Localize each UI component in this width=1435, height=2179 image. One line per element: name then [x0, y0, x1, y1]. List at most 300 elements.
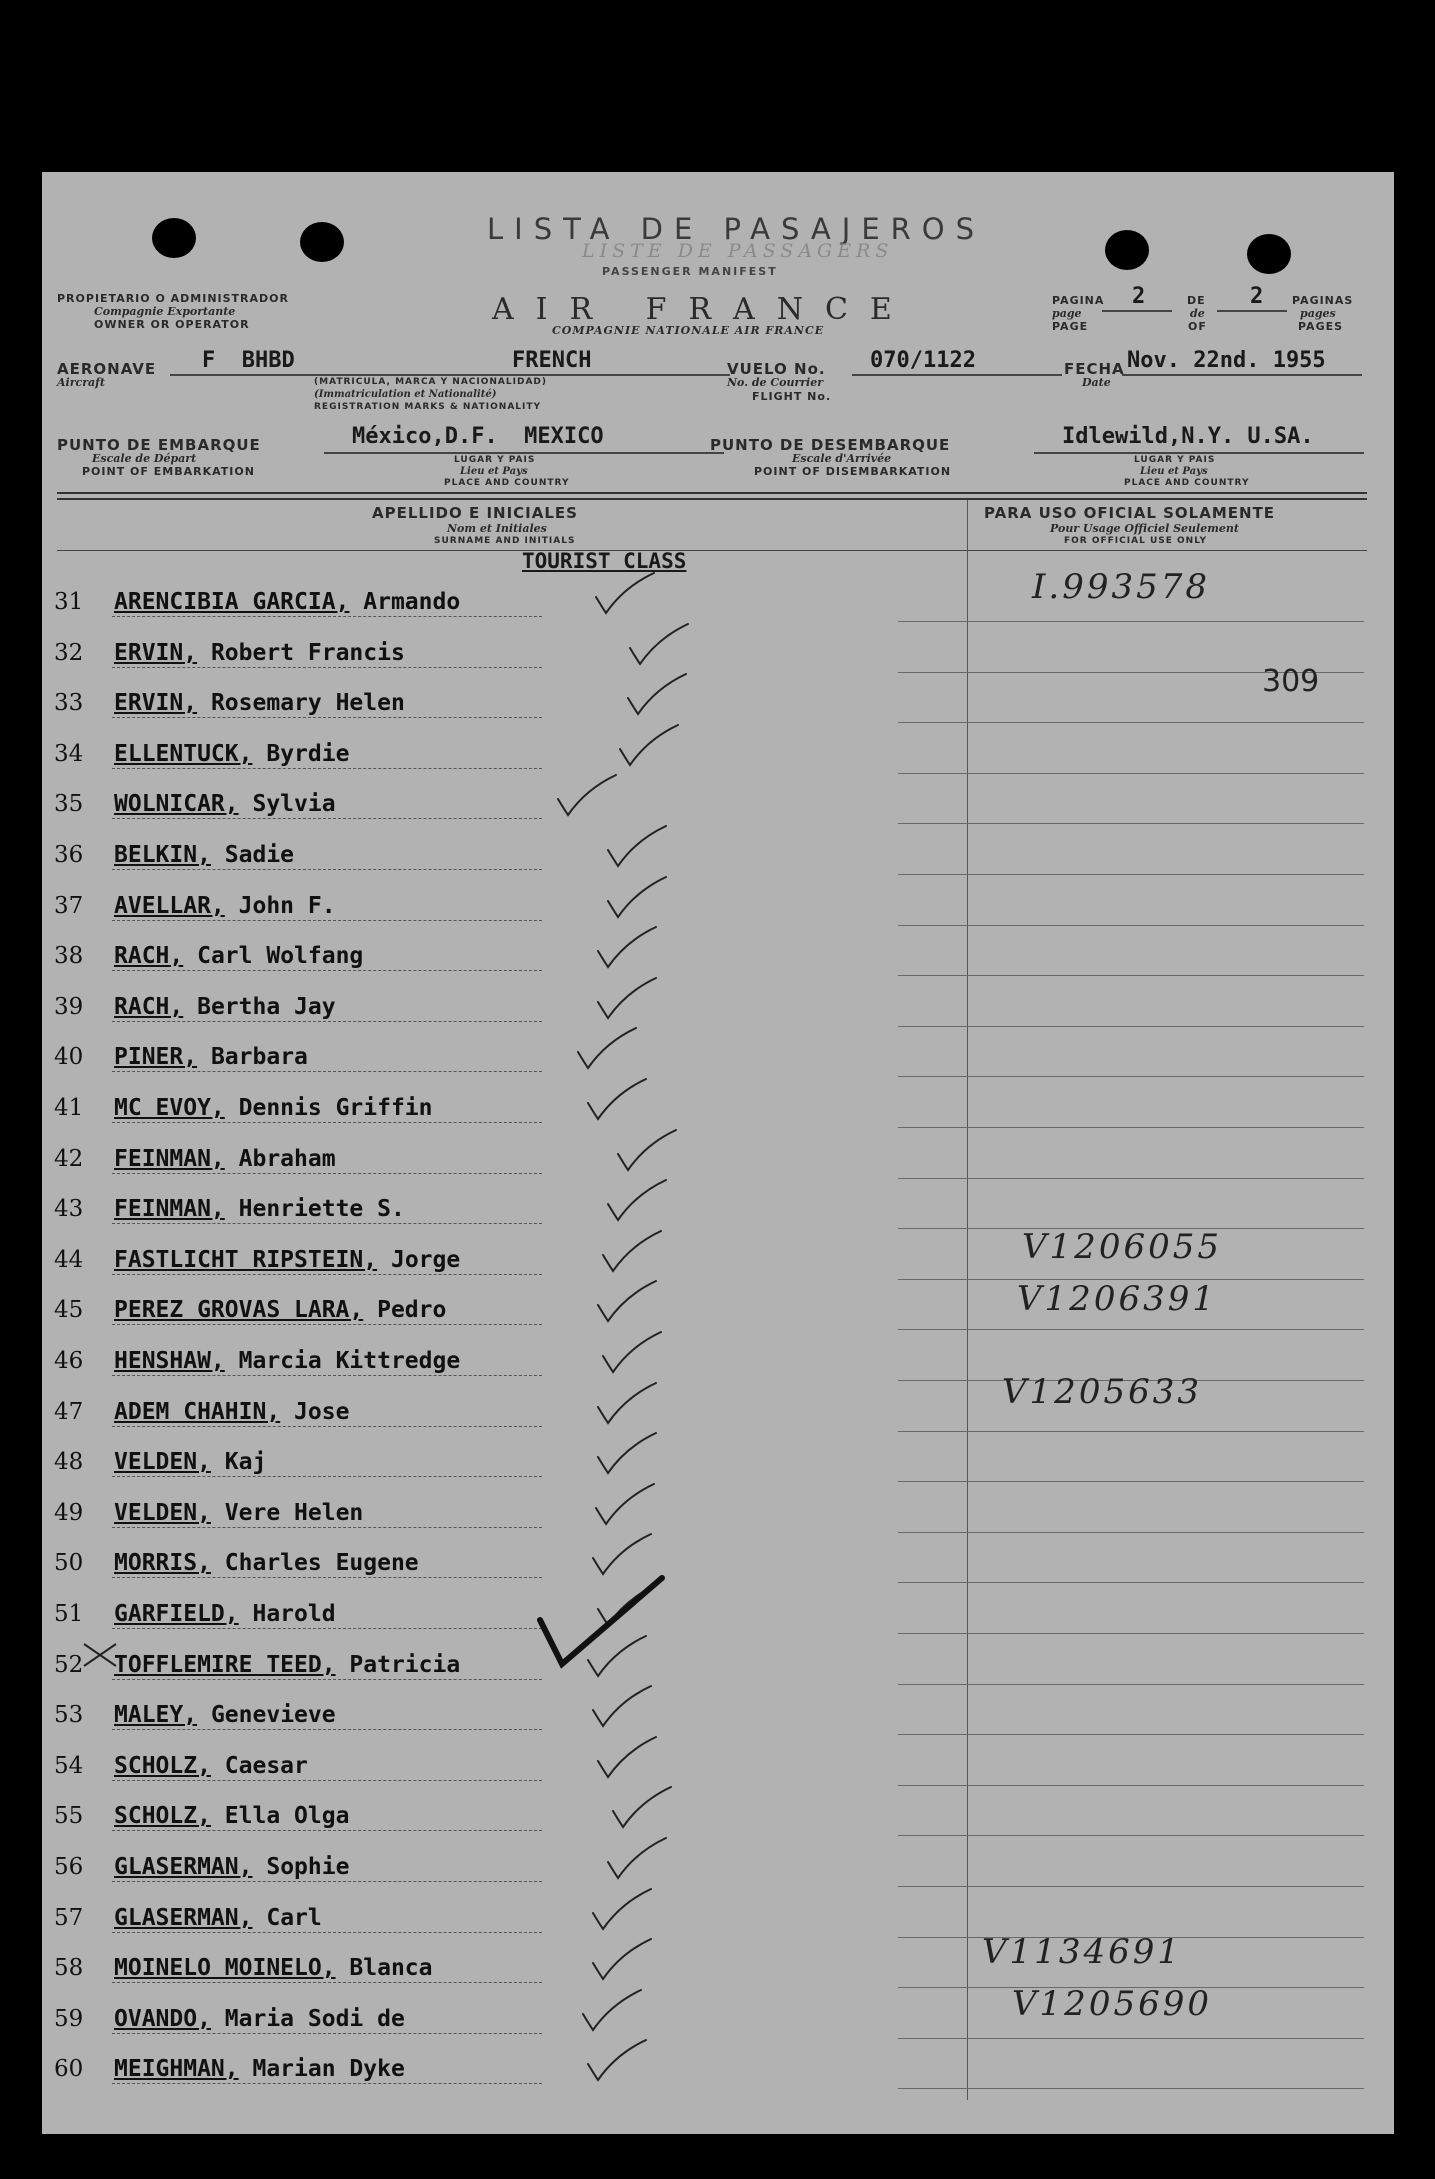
desembarque-fr: Escale d'Arrivée: [792, 452, 892, 465]
official-column-fr: Pour Usage Officiel Seulement: [1050, 522, 1239, 535]
passenger-given-name: Byrdie: [266, 740, 350, 767]
passenger-row: [42, 727, 1394, 778]
underline: [170, 374, 730, 376]
names-column-fr: Nom et Initiales: [447, 522, 547, 535]
passenger-name: [114, 1854, 349, 1880]
name-underline: [112, 1577, 542, 1578]
official-note-row47: V1205633: [1002, 1372, 1202, 1412]
check-mark-icon: [607, 1783, 677, 1833]
check-mark-icon: [602, 1176, 672, 1226]
check-mark-icon: [614, 721, 684, 771]
passenger-given-name: Carl Wolfang: [197, 943, 364, 970]
passenger-surname: MALEY,: [114, 1702, 198, 1729]
lugar-en-2: PLACE AND COUNTRY: [1124, 478, 1250, 488]
underline: [1034, 452, 1364, 454]
owner-label-en: OWNER OR OPERATOR: [94, 318, 250, 331]
official-column-en: FOR OFFICIAL USE ONLY: [1064, 536, 1208, 546]
passenger-number: 52: [54, 1651, 84, 1678]
passenger-name: [114, 1702, 336, 1728]
check-mark-icon: [590, 569, 660, 619]
passenger-surname: GLASERMAN,: [114, 1904, 253, 1931]
passenger-row: [42, 1587, 1394, 1638]
passenger-surname: MOINELO MOINELO,: [114, 1955, 336, 1982]
passenger-name: [114, 1652, 460, 1678]
passenger-number: 48: [54, 1449, 84, 1476]
passenger-name: [114, 1196, 405, 1222]
heavy-check-mark-icon: [532, 1572, 672, 1672]
passenger-name: [114, 791, 336, 817]
passenger-row: [42, 1182, 1394, 1233]
passenger-number: 60: [54, 2056, 84, 2083]
passenger-surname: BELKIN,: [114, 842, 211, 868]
passenger-given-name: Caesar: [224, 1752, 308, 1779]
underline: [852, 374, 1062, 376]
passenger-given-name: John F.: [238, 892, 336, 919]
official-row-line: [898, 1076, 1364, 1077]
check-mark-icon: [552, 771, 622, 821]
passenger-surname: ARENCIBIA GARCIA,: [114, 589, 350, 615]
de-en: OF: [1188, 320, 1207, 333]
passenger-number: 37: [54, 892, 84, 919]
passenger-number: 59: [54, 2005, 84, 2032]
passenger-surname: ELLENTUCK,: [114, 740, 253, 767]
passenger-given-name: Ella Olga: [224, 1803, 350, 1830]
disembarkation-point: Idlewild,N.Y. U.SA.: [1062, 424, 1314, 449]
passenger-name: [114, 2006, 405, 2032]
underline: [1122, 374, 1362, 376]
passenger-given-name: Blanca: [349, 1955, 433, 1982]
passenger-name: [114, 893, 336, 919]
name-underline: [112, 1274, 542, 1275]
name-underline: [112, 616, 542, 617]
name-underline: [112, 818, 542, 819]
matricula-fr: (Immatriculation et Nationalité): [314, 389, 497, 400]
check-mark-icon: [597, 1328, 667, 1378]
name-underline: [112, 1324, 542, 1325]
aircraft-registration: F BHBD: [202, 348, 295, 373]
name-underline: [112, 1223, 542, 1224]
check-mark-icon: [597, 1227, 667, 1277]
name-underline: [112, 970, 542, 971]
divider: [57, 498, 1367, 500]
check-mark-icon: [602, 873, 672, 923]
name-underline: [112, 1476, 542, 1477]
passenger-name: [114, 741, 349, 767]
passenger-name: [114, 1550, 419, 1576]
passenger-surname: ERVIN,: [114, 690, 198, 717]
passenger-row: [42, 1536, 1394, 1587]
passenger-given-name: Carl: [266, 1904, 322, 1931]
passenger-row: [42, 1891, 1394, 1942]
passenger-surname: ADEM CHAHIN,: [114, 1398, 281, 1425]
name-underline: [112, 1173, 542, 1174]
passenger-row: [42, 1789, 1394, 1840]
punch-hole: [1105, 230, 1149, 270]
flight-number: 070/1122: [870, 348, 976, 373]
aeronave-fr: Aircraft: [57, 376, 105, 389]
desembarque-label: PUNTO DE DESEMBARQUE: [710, 436, 951, 454]
passenger-name: [114, 1095, 433, 1121]
check-mark-icon: [572, 1024, 642, 1074]
name-underline: [112, 2083, 542, 2084]
passenger-name: [114, 2056, 405, 2082]
check-mark-icon: [587, 1682, 657, 1732]
passenger-number: 50: [54, 1550, 84, 1577]
passenger-name: [114, 589, 460, 615]
name-underline: [112, 1628, 542, 1629]
embarkation-point: México,D.F. MEXICO: [352, 424, 604, 449]
passenger-surname: TOFFLEMIRE TEED,: [114, 1651, 336, 1678]
names-column-header: APELLIDO E INICIALES: [372, 504, 578, 522]
passenger-given-name: Jorge: [390, 1246, 461, 1273]
passenger-surname: GARFIELD,: [114, 1601, 239, 1627]
passenger-surname: WOLNICAR,: [114, 791, 239, 818]
passenger-given-name: Marian Dyke: [252, 2056, 405, 2083]
page-label-en: PAGE: [1052, 320, 1089, 333]
official-row-line: [898, 722, 1364, 723]
passenger-number: 36: [54, 842, 84, 868]
official-row-line: [898, 1481, 1364, 1482]
passenger-name: [114, 994, 336, 1020]
passenger-given-name: Charles Eugene: [224, 1550, 419, 1577]
lugar-en: PLACE AND COUNTRY: [444, 478, 570, 488]
passenger-surname: PINER,: [114, 1044, 198, 1071]
aircraft-nationality: FRENCH: [512, 348, 592, 373]
passenger-row: [42, 777, 1394, 828]
official-row-line: [898, 1026, 1364, 1027]
check-mark-icon: [624, 620, 694, 670]
passenger-given-name: Dennis Griffin: [238, 1095, 433, 1121]
class-heading: TOURIST CLASS: [522, 549, 687, 573]
passenger-row: [42, 1435, 1394, 1486]
de-fr: de: [1190, 307, 1205, 320]
passenger-surname: RACH,: [114, 943, 184, 970]
embarque-en: POINT OF EMBARKATION: [82, 465, 255, 478]
passenger-given-name: Armando: [363, 589, 461, 615]
owner-label-es: PROPIETARIO O ADMINISTRADOR: [57, 292, 289, 305]
official-note-row31: I.993578: [1032, 567, 1211, 607]
aeronave-label: AERONAVE: [57, 360, 157, 378]
official-row-line: [898, 1886, 1364, 1887]
underline: [1102, 310, 1172, 312]
official-row-line: [898, 621, 1364, 622]
passenger-row: [42, 828, 1394, 879]
check-mark-icon: [592, 1277, 662, 1327]
flight-date: Nov. 22nd. 1955: [1127, 348, 1326, 373]
embarque-label: PUNTO DE EMBARQUE: [57, 436, 261, 454]
name-underline: [112, 717, 542, 718]
passenger-row: [42, 1840, 1394, 1891]
official-row-line: [898, 1835, 1364, 1836]
passenger-name: [114, 1044, 308, 1070]
name-underline: [112, 1932, 542, 1933]
fecha-label: FECHA: [1064, 360, 1125, 378]
official-row-line: [898, 2088, 1364, 2089]
name-underline: [112, 1426, 542, 1427]
check-mark-icon: [592, 923, 662, 973]
name-underline: [112, 1021, 542, 1022]
official-row-line: [898, 1582, 1364, 1583]
stamp-number: 309: [1262, 664, 1320, 699]
check-mark-icon: [592, 974, 662, 1024]
passenger-number: 32: [54, 639, 84, 666]
passenger-given-name: Sylvia: [252, 791, 336, 818]
check-mark-icon: [590, 1480, 660, 1530]
passenger-number: 34: [54, 740, 84, 767]
passenger-row: [42, 1132, 1394, 1183]
passenger-name: [114, 1500, 363, 1526]
name-underline: [112, 920, 542, 921]
passenger-given-name: Henriette S.: [238, 1196, 405, 1223]
underline: [1217, 310, 1287, 312]
passenger-number: 57: [54, 1904, 84, 1931]
check-mark-icon: [587, 1935, 657, 1985]
lugar-es-2: LUGAR Y PAIS: [1134, 455, 1216, 465]
check-mark-icon: [622, 670, 692, 720]
passenger-number: 33: [54, 690, 84, 717]
passenger-name: [114, 1905, 322, 1931]
passenger-row: [42, 1081, 1394, 1132]
airline-name: AIR FRANCE: [492, 292, 914, 327]
passenger-surname: RACH,: [114, 993, 184, 1020]
passenger-number: 46: [54, 1348, 84, 1374]
de-label: DE: [1187, 294, 1206, 307]
official-row-line: [898, 1329, 1364, 1330]
matricula-es: (MATRICULA, MARCA Y NACIONALIDAD): [314, 377, 547, 387]
manifest-sheet: [42, 172, 1394, 2134]
passenger-given-name: Harold: [252, 1601, 336, 1627]
passenger-surname: ERVIN,: [114, 639, 198, 666]
passenger-surname: HENSHAW,: [114, 1348, 225, 1374]
passenger-surname: OVANDO,: [114, 2005, 211, 2032]
names-column-en: SURNAME AND INITIALS: [434, 536, 576, 546]
passenger-surname: AVELLAR,: [114, 892, 225, 919]
passenger-row: [42, 626, 1394, 677]
passenger-number: 39: [54, 993, 84, 1020]
passenger-row: [42, 1688, 1394, 1739]
name-underline: [112, 1375, 542, 1376]
passenger-name: [114, 690, 405, 716]
lugar-es: LUGAR Y PAIS: [454, 455, 536, 465]
check-mark-icon: [612, 1126, 682, 1176]
passenger-surname: FEINMAN,: [114, 1196, 225, 1223]
check-mark-icon: [587, 1885, 657, 1935]
name-underline: [112, 1527, 542, 1528]
page-number: 2: [1132, 284, 1146, 309]
title-es: LISTA DE PASAJEROS: [487, 212, 986, 246]
passenger-given-name: Kaj: [224, 1449, 267, 1476]
official-note-row58: V1134691: [982, 1932, 1182, 1972]
official-row-line: [898, 1127, 1364, 1128]
vuelo-fr: No. de Courrier: [727, 376, 824, 389]
passenger-name: [114, 1247, 460, 1273]
passenger-surname: VELDEN,: [114, 1449, 211, 1476]
underline: [324, 452, 724, 454]
passenger-row: [42, 929, 1394, 980]
passenger-surname: FEINMAN,: [114, 1145, 225, 1172]
passenger-given-name: Robert Francis: [210, 639, 405, 666]
passenger-name: [114, 943, 363, 969]
passenger-surname: SCHOLZ,: [114, 1803, 211, 1830]
name-underline: [112, 1982, 542, 1983]
passenger-given-name: Genevieve: [210, 1702, 336, 1729]
paginas-en: PAGES: [1298, 320, 1344, 333]
vuelo-label: VUELO No.: [727, 360, 826, 378]
official-column-header: PARA USO OFICIAL SOLAMENTE: [984, 504, 1276, 522]
name-underline: [112, 2033, 542, 2034]
passenger-given-name: Vere Helen: [224, 1499, 364, 1526]
passenger-given-name: Jose: [294, 1398, 350, 1425]
check-mark-icon: [602, 1834, 672, 1884]
official-note-row59: V1205690: [1012, 1984, 1212, 2024]
passenger-surname: FASTLICHT RIPSTEIN,: [114, 1246, 378, 1273]
passenger-name: [114, 1803, 349, 1829]
page-label-es: PAGINA: [1052, 294, 1105, 307]
passenger-number: 43: [54, 1196, 84, 1223]
passenger-name: [114, 842, 294, 868]
passenger-given-name: Pedro: [377, 1297, 447, 1324]
passenger-given-name: Bertha Jay: [197, 993, 336, 1020]
official-row-line: [898, 1532, 1364, 1533]
official-row-line: [898, 823, 1364, 824]
passenger-number: 45: [54, 1297, 84, 1324]
name-underline: [112, 1830, 542, 1831]
official-row-line: [898, 1431, 1364, 1432]
official-row-line: [898, 1178, 1364, 1179]
passenger-given-name: Sadie: [224, 842, 295, 868]
passenger-given-name: Barbara: [210, 1044, 308, 1071]
passenger-given-name: Patricia: [349, 1651, 461, 1678]
cross-mark-icon: [80, 1640, 120, 1670]
passenger-given-name: Rosemary Helen: [210, 690, 405, 717]
title-fr: LISTE DE PASSAGERS: [582, 240, 894, 262]
check-mark-icon: [592, 1429, 662, 1479]
name-underline: [112, 1122, 542, 1123]
passenger-surname: MC EVOY,: [114, 1095, 225, 1121]
punch-hole: [152, 218, 196, 258]
embarque-fr: Escale de Départ: [92, 452, 197, 465]
official-row-line: [898, 874, 1364, 875]
check-mark-icon: [602, 822, 672, 872]
name-underline: [112, 768, 542, 769]
punch-hole: [300, 222, 344, 262]
name-underline: [112, 1881, 542, 1882]
passenger-name: [114, 1348, 460, 1374]
owner-label-fr: Compagnie Exportante: [94, 305, 236, 318]
passenger-row: [42, 879, 1394, 930]
passenger-number: 47: [54, 1398, 84, 1425]
title-en: PASSENGER MANIFEST: [602, 265, 778, 278]
desembarque-en: POINT OF DISEMBARKATION: [754, 465, 952, 478]
check-mark-icon: [582, 1075, 652, 1125]
passenger-name: [114, 1399, 349, 1425]
passenger-row: [42, 2042, 1394, 2093]
passenger-row: [42, 980, 1394, 1031]
official-row-line: [898, 1734, 1364, 1735]
official-row-line: [898, 2038, 1364, 2039]
official-row-line: [898, 773, 1364, 774]
official-row-line: [898, 1785, 1364, 1786]
page-total: 2: [1250, 284, 1264, 309]
passenger-number: 53: [54, 1702, 84, 1729]
passenger-number: 51: [54, 1601, 84, 1627]
passenger-name: [114, 1955, 433, 1981]
passenger-number: 40: [54, 1044, 84, 1071]
passenger-surname: SCHOLZ,: [114, 1752, 211, 1779]
passenger-given-name: Maria Sodi de: [224, 2005, 405, 2032]
paginas-fr: pages: [1300, 307, 1336, 320]
vuelo-en: FLIGHT No.: [752, 390, 832, 403]
passenger-number: 42: [54, 1145, 84, 1172]
passenger-number: 58: [54, 1955, 84, 1982]
check-mark-icon: [592, 1733, 662, 1783]
passenger-number: 44: [54, 1246, 84, 1273]
check-mark-icon: [577, 1986, 647, 2036]
official-row-line: [898, 975, 1364, 976]
matricula-en: REGISTRATION MARKS & NATIONALITY: [314, 402, 542, 412]
check-mark-icon: [592, 1379, 662, 1429]
passenger-number: 38: [54, 943, 84, 970]
passenger-given-name: Abraham: [238, 1145, 336, 1172]
fecha-fr: Date: [1082, 376, 1111, 389]
check-mark-icon: [582, 2036, 652, 2086]
official-row-line: [898, 1633, 1364, 1634]
divider: [57, 550, 1367, 551]
passenger-name: [114, 1146, 336, 1172]
passenger-name: [114, 1449, 266, 1475]
passenger-surname: MORRIS,: [114, 1550, 211, 1577]
passenger-name: [114, 640, 405, 666]
passenger-row: [42, 1030, 1394, 1081]
passenger-surname: VELDEN,: [114, 1499, 211, 1526]
lugar-fr-2: Lieu et Pays: [1140, 466, 1208, 477]
passenger-row: [42, 676, 1394, 727]
passenger-number: 49: [54, 1499, 84, 1526]
name-underline: [112, 1679, 542, 1680]
passenger-number: 35: [54, 791, 84, 818]
passenger-name: [114, 1297, 446, 1323]
passenger-row: [42, 1638, 1394, 1689]
passenger-surname: GLASERMAN,: [114, 1854, 253, 1880]
passenger-number: 56: [54, 1854, 84, 1880]
divider: [57, 492, 1367, 494]
passenger-given-name: Marcia Kittredge: [238, 1348, 461, 1374]
passenger-number: 55: [54, 1803, 84, 1830]
passenger-surname: PEREZ GROVAS LARA,: [114, 1297, 364, 1324]
passenger-name: [114, 1753, 308, 1779]
passenger-given-name: Sophie: [266, 1854, 350, 1880]
punch-hole: [1247, 234, 1291, 274]
passenger-number: 41: [54, 1095, 84, 1121]
official-note-row45: V1206391: [1017, 1279, 1217, 1319]
passenger-number: 54: [54, 1752, 84, 1779]
airline-sub: COMPAGNIE NATIONALE AIR FRANCE: [552, 324, 825, 337]
name-underline: [112, 1071, 542, 1072]
official-row-line: [898, 925, 1364, 926]
page-label-fr: page: [1052, 307, 1082, 320]
lugar-fr: Lieu et Pays: [460, 466, 528, 477]
official-note-row44: V1206055: [1022, 1227, 1222, 1267]
passenger-row: [42, 1739, 1394, 1790]
passenger-number: 31: [54, 589, 84, 615]
name-underline: [112, 667, 542, 668]
official-row-line: [898, 1684, 1364, 1685]
name-underline: [112, 1780, 542, 1781]
passenger-surname: MEIGHMAN,: [114, 2056, 239, 2083]
paginas-label: PAGINAS: [1292, 294, 1354, 307]
name-underline: [112, 1729, 542, 1730]
passenger-row: [42, 1486, 1394, 1537]
